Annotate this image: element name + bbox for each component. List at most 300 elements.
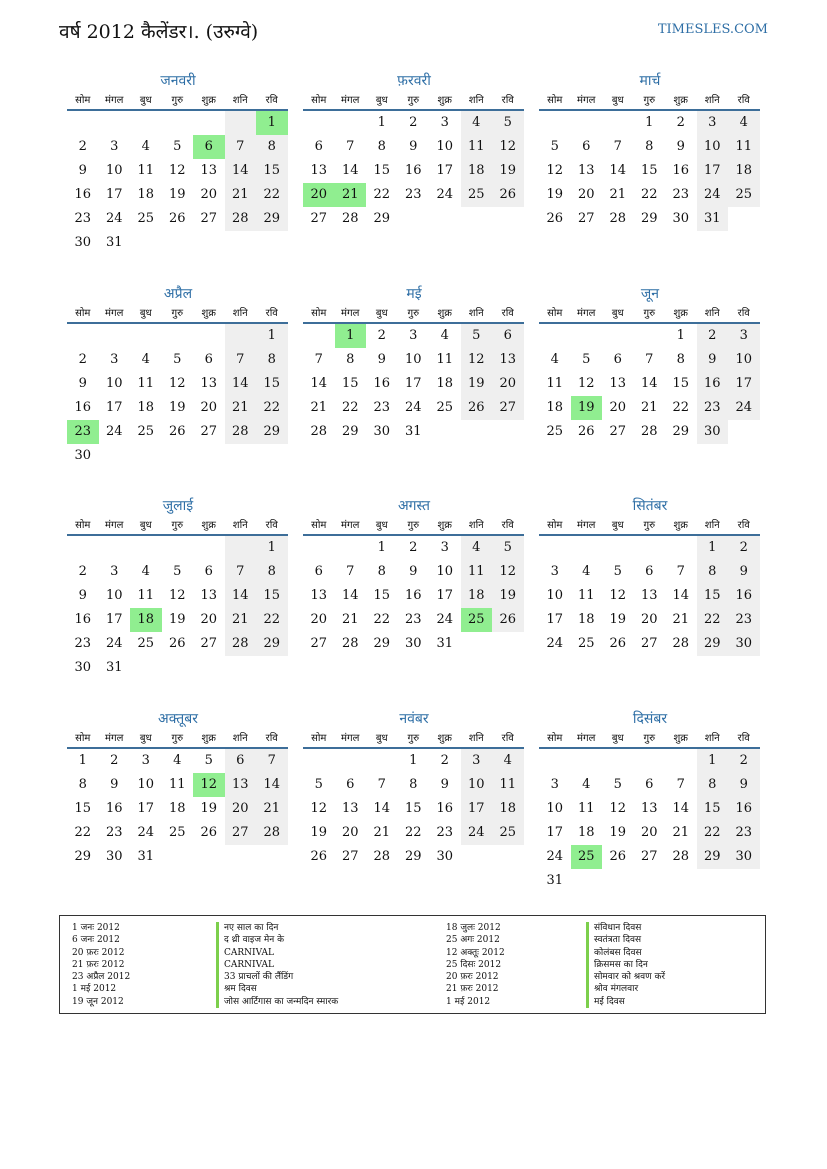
day-cell: 20 — [609, 400, 627, 415]
day-cell: 19 — [200, 801, 218, 816]
day-cell: 26 — [310, 849, 328, 864]
day-cell: 31 — [404, 424, 422, 439]
day-cell: 5 — [613, 777, 622, 792]
weekday-header: बुध — [366, 92, 398, 111]
day-cell: 25 — [577, 636, 595, 651]
weekday-header: शुक्र — [429, 92, 461, 111]
weekday-header: गुरु — [634, 730, 666, 749]
day-cell: 3 — [440, 115, 449, 130]
day-cell: 1 — [409, 753, 418, 768]
day-cell: 3 — [550, 564, 559, 579]
day-cell: 27 — [225, 821, 257, 845]
day-cell: 10 — [546, 801, 564, 816]
day-cell: 9 — [440, 777, 449, 792]
day-cell: 8 — [645, 139, 654, 154]
day-cell: 29 — [256, 632, 288, 656]
empty-cell — [571, 324, 603, 348]
weekday-header: सोम — [539, 517, 571, 536]
day-cell: 4 — [492, 749, 524, 773]
weekday-header: बुध — [366, 305, 398, 324]
day-cell: 5 — [582, 352, 591, 367]
day-cell: 2 — [409, 540, 418, 555]
weekday-header: रवि — [728, 517, 760, 536]
day-cell: 21 — [225, 183, 257, 207]
empty-cell — [256, 231, 288, 255]
day-cell: 13 — [492, 348, 524, 372]
day-cell: 10 — [105, 588, 123, 603]
day-cell: 14 — [225, 159, 257, 183]
day-cell: 20 — [310, 612, 328, 627]
day-cell: 10 — [436, 139, 454, 154]
empty-cell — [634, 749, 666, 773]
empty-cell — [602, 324, 634, 348]
day-cell: 13 — [310, 163, 328, 178]
day-cell: 25 — [137, 424, 155, 439]
day-cell: 8 — [256, 348, 288, 372]
day-cell: 17 — [137, 801, 155, 816]
day-cell: 31 — [697, 207, 729, 231]
day-cell: 2 — [78, 139, 87, 154]
holiday-date: 25 दिसः 2012 — [446, 959, 502, 970]
empty-cell — [162, 656, 194, 680]
month-name: अगस्त — [397, 498, 430, 514]
weekday-header: मंगल — [335, 517, 367, 536]
holiday-dates-left — [72, 922, 130, 1008]
day-cell: 25 — [546, 424, 564, 439]
empty-cell — [492, 207, 524, 231]
day-cell: 20 — [341, 825, 359, 840]
day-cell: 23 — [728, 821, 760, 845]
day-cell: 13 — [640, 588, 658, 603]
day-cell: 11 — [577, 588, 595, 603]
day-cell: 2 — [697, 324, 729, 348]
empty-cell — [461, 207, 493, 231]
day-cell: 26 — [577, 424, 595, 439]
month-calendar — [67, 495, 289, 680]
day-cell: 30 — [373, 424, 391, 439]
day-cell: 23 — [373, 400, 391, 415]
day-cell: 17 — [105, 612, 123, 627]
day-cell: 2 — [676, 115, 685, 130]
weekday-header: मंगल — [99, 92, 131, 111]
weekday-header: बुध — [366, 517, 398, 536]
month-grid — [67, 517, 289, 680]
day-cell: 30 — [74, 448, 92, 463]
day-cell: 27 — [310, 636, 328, 651]
day-cell: 11 — [461, 560, 493, 584]
empty-cell — [492, 845, 524, 869]
day-cell: 30 — [74, 660, 92, 675]
holiday-date: 21 फ़रः 2012 — [72, 959, 125, 970]
month-grid — [67, 305, 289, 468]
holiday-date: 6 जनः 2012 — [72, 935, 120, 946]
month-calendar — [303, 70, 525, 231]
holiday-date: 12 अक्तूः 2012 — [446, 947, 505, 958]
day-cell: 9 — [728, 560, 760, 584]
empty-cell — [130, 111, 162, 135]
holiday-name: नए साल का दिन — [224, 923, 279, 933]
empty-cell — [602, 869, 634, 893]
day-cell: 12 — [168, 588, 186, 603]
day-cell: 11 — [546, 376, 564, 391]
day-cell: 1 — [676, 328, 685, 343]
day-cell: 20 — [303, 183, 335, 207]
day-cell: 18 — [436, 376, 454, 391]
page-title: वर्ष 2012 कैलेंडर।. (उरुग्वे) — [59, 21, 259, 43]
day-cell: 26 — [168, 636, 186, 651]
holiday-name: क्रिसमस का दिन — [594, 959, 648, 970]
day-cell: 27 — [640, 636, 658, 651]
day-cell: 26 — [492, 183, 524, 207]
day-cell: 6 — [346, 777, 355, 792]
day-cell: 26 — [168, 211, 186, 226]
holiday-name: संविधान दिवस — [594, 923, 642, 933]
day-cell: 22 — [404, 825, 422, 840]
day-cell: 23 — [67, 420, 99, 444]
day-cell: 11 — [137, 588, 155, 603]
weekday-header: गुरु — [162, 517, 194, 536]
day-cell: 1 — [697, 749, 729, 773]
day-cell: 8 — [377, 139, 386, 154]
empty-cell — [130, 536, 162, 560]
day-cell: 8 — [256, 135, 288, 159]
day-cell: 3 — [141, 753, 150, 768]
month-calendar — [539, 283, 761, 444]
weekday-header: शुक्र — [193, 517, 225, 536]
weekday-header: मंगल — [571, 305, 603, 324]
day-cell: 11 — [137, 376, 155, 391]
month-grid — [303, 92, 525, 231]
day-cell: 11 — [137, 163, 155, 178]
day-cell: 5 — [173, 352, 182, 367]
day-cell: 31 — [546, 873, 564, 888]
empty-cell — [225, 324, 257, 348]
holiday-date: 25 अगः 2012 — [446, 935, 500, 946]
weekday-header: रवि — [256, 730, 288, 749]
weekday-header: बुध — [130, 92, 162, 111]
empty-cell — [99, 536, 131, 560]
day-cell: 17 — [728, 372, 760, 396]
holiday-date: 18 जुलः 2012 — [446, 923, 501, 933]
day-cell: 10 — [461, 773, 493, 797]
empty-cell — [461, 420, 493, 444]
day-cell: 23 — [672, 187, 690, 202]
weekday-header: शनि — [225, 730, 257, 749]
empty-cell — [634, 324, 666, 348]
day-cell: 14 — [640, 376, 658, 391]
weekday-header: बुध — [366, 730, 398, 749]
day-cell: 22 — [256, 396, 288, 420]
day-cell: 27 — [200, 211, 218, 226]
weekday-header: सोम — [67, 517, 99, 536]
holiday-date: 1 मई 2012 — [446, 996, 491, 1007]
holiday-list — [59, 915, 766, 1014]
holiday-name: मई दिवस — [594, 996, 625, 1007]
weekday-header: शुक्र — [665, 92, 697, 111]
day-cell: 6 — [645, 777, 654, 792]
day-cell: 30 — [672, 211, 690, 226]
day-cell: 10 — [436, 564, 454, 579]
day-cell: 18 — [137, 187, 155, 202]
empty-cell — [162, 444, 194, 468]
day-cell: 14 — [672, 801, 690, 816]
day-cell: 31 — [105, 660, 123, 675]
day-cell: 6 — [613, 352, 622, 367]
day-cell: 29 — [74, 849, 92, 864]
weekday-header: शुक्र — [193, 305, 225, 324]
holiday-name: जोस आर्टिगास का जन्मदिन स्मारक — [224, 996, 339, 1007]
day-cell: 18 — [461, 584, 493, 608]
weekday-header: मंगल — [335, 305, 367, 324]
day-cell: 7 — [377, 777, 386, 792]
day-cell: 5 — [492, 536, 524, 560]
holiday-name: स्वतंत्रता दिवस — [594, 935, 642, 946]
day-cell: 26 — [546, 211, 564, 226]
day-cell: 2 — [377, 328, 386, 343]
day-cell: 15 — [373, 163, 391, 178]
day-cell: 12 — [492, 135, 524, 159]
empty-cell — [728, 869, 760, 893]
day-cell: 15 — [256, 372, 288, 396]
day-cell: 8 — [409, 777, 418, 792]
day-cell: 8 — [697, 560, 729, 584]
weekday-header: शुक्र — [665, 517, 697, 536]
weekday-header: सोम — [303, 730, 335, 749]
day-cell: 16 — [105, 801, 123, 816]
empty-cell — [728, 420, 760, 444]
day-cell: 20 — [200, 187, 218, 202]
empty-cell — [571, 536, 603, 560]
empty-cell — [634, 869, 666, 893]
empty-cell — [193, 444, 225, 468]
day-cell: 15 — [697, 797, 729, 821]
day-cell: 21 — [672, 825, 690, 840]
weekday-header: शनि — [225, 305, 257, 324]
weekday-header: गुरु — [398, 730, 430, 749]
empty-cell — [602, 536, 634, 560]
day-cell: 29 — [404, 849, 422, 864]
day-cell: 28 — [225, 632, 257, 656]
day-cell: 15 — [404, 801, 422, 816]
weekday-header: रवि — [492, 305, 524, 324]
day-cell: 8 — [377, 564, 386, 579]
day-cell: 13 — [310, 588, 328, 603]
day-cell: 15 — [341, 376, 359, 391]
empty-cell — [539, 111, 571, 135]
day-cell: 14 — [609, 163, 627, 178]
day-cell: 18 — [577, 825, 595, 840]
day-cell: 24 — [436, 612, 454, 627]
month-grid — [303, 730, 525, 869]
empty-cell — [225, 845, 257, 869]
day-cell: 8 — [676, 352, 685, 367]
empty-cell — [67, 324, 99, 348]
weekday-header: रवि — [728, 305, 760, 324]
day-cell: 6 — [582, 139, 591, 154]
weekday-header: शनि — [697, 92, 729, 111]
weekday-header: रवि — [256, 92, 288, 111]
day-cell: 2 — [78, 564, 87, 579]
weekday-header: सोम — [303, 517, 335, 536]
month-grid — [67, 92, 289, 255]
day-cell: 11 — [461, 135, 493, 159]
day-cell: 2 — [78, 352, 87, 367]
day-cell: 9 — [78, 376, 87, 391]
day-cell: 22 — [373, 187, 391, 202]
day-cell: 31 — [105, 235, 123, 250]
weekday-header: बुध — [602, 730, 634, 749]
site-link[interactable]: TIMESLES.COM — [657, 22, 768, 37]
day-cell: 17 — [461, 797, 493, 821]
day-cell: 19 — [546, 187, 564, 202]
day-cell: 13 — [341, 801, 359, 816]
empty-cell — [99, 324, 131, 348]
day-cell: 4 — [582, 564, 591, 579]
weekday-header: सोम — [303, 92, 335, 111]
holiday-names-left — [216, 922, 338, 1008]
empty-cell — [461, 845, 493, 869]
holiday-date: 20 फ़रः 2012 — [72, 947, 125, 958]
day-cell: 20 — [640, 825, 658, 840]
day-cell: 9 — [110, 777, 119, 792]
day-cell: 26 — [200, 825, 218, 840]
day-cell: 16 — [728, 584, 760, 608]
day-cell: 16 — [697, 372, 729, 396]
day-cell: 10 — [105, 163, 123, 178]
day-cell: 7 — [613, 139, 622, 154]
day-cell: 4 — [461, 536, 493, 560]
day-cell: 12 — [461, 348, 493, 372]
empty-cell — [256, 656, 288, 680]
empty-cell — [162, 231, 194, 255]
day-cell: 21 — [373, 825, 391, 840]
empty-cell — [728, 207, 760, 231]
day-cell: 24 — [105, 636, 123, 651]
day-cell: 26 — [609, 849, 627, 864]
day-cell: 8 — [697, 773, 729, 797]
day-cell: 4 — [582, 777, 591, 792]
weekday-header: मंगल — [571, 730, 603, 749]
day-cell: 13 — [200, 376, 218, 391]
holiday-name: 33 प्राचलों की लैंडिंग — [224, 972, 294, 983]
day-cell: 4 — [440, 328, 449, 343]
day-cell: 24 — [546, 849, 564, 864]
empty-cell — [335, 536, 367, 560]
day-cell: 10 — [546, 588, 564, 603]
empty-cell — [697, 869, 729, 893]
day-cell: 18 — [546, 400, 564, 415]
day-cell: 14 — [225, 372, 257, 396]
holiday-date: 23 अप्रैल 2012 — [72, 972, 131, 983]
month-calendar — [539, 70, 761, 231]
weekday-header: सोम — [539, 305, 571, 324]
holiday-date: 21 फ़रः 2012 — [446, 984, 499, 995]
empty-cell — [67, 111, 99, 135]
day-cell: 22 — [640, 187, 658, 202]
day-cell: 1 — [256, 324, 288, 348]
day-cell: 5 — [613, 564, 622, 579]
day-cell: 23 — [105, 825, 123, 840]
weekday-header: शनि — [461, 305, 493, 324]
month-calendar — [303, 495, 525, 656]
weekday-header: गुरु — [634, 305, 666, 324]
day-cell: 1 — [335, 324, 367, 348]
weekday-header: सोम — [67, 730, 99, 749]
day-cell: 13 — [200, 163, 218, 178]
day-cell: 5 — [173, 564, 182, 579]
month-grid — [539, 517, 761, 656]
weekday-header: शुक्र — [193, 92, 225, 111]
day-cell: 11 — [577, 801, 595, 816]
day-cell: 29 — [373, 636, 391, 651]
day-cell: 30 — [105, 849, 123, 864]
empty-cell — [193, 656, 225, 680]
day-cell: 16 — [728, 797, 760, 821]
day-cell: 21 — [335, 183, 367, 207]
month-grid — [303, 517, 525, 656]
weekday-header: सोम — [303, 305, 335, 324]
day-cell: 3 — [110, 352, 119, 367]
day-cell: 14 — [256, 773, 288, 797]
day-cell: 5 — [173, 139, 182, 154]
day-cell: 7 — [346, 564, 355, 579]
day-cell: 12 — [310, 801, 328, 816]
day-cell: 20 — [225, 797, 257, 821]
holiday-names-right — [586, 922, 665, 1008]
empty-cell — [366, 749, 398, 773]
day-cell: 6 — [492, 324, 524, 348]
day-cell: 15 — [256, 159, 288, 183]
day-cell: 21 — [225, 396, 257, 420]
weekday-header: शुक्र — [665, 305, 697, 324]
day-cell: 17 — [546, 825, 564, 840]
day-cell: 30 — [728, 845, 760, 869]
month-grid — [67, 730, 289, 869]
weekday-header: बुध — [602, 305, 634, 324]
day-cell: 29 — [697, 632, 729, 656]
day-cell: 6 — [204, 564, 213, 579]
holiday-date: 1 मई 2012 — [72, 984, 117, 995]
day-cell: 28 — [341, 211, 359, 226]
day-cell: 24 — [546, 636, 564, 651]
day-cell: 20 — [492, 372, 524, 396]
day-cell: 12 — [609, 588, 627, 603]
day-cell: 19 — [168, 187, 186, 202]
day-cell: 27 — [341, 849, 359, 864]
weekday-header: गुरु — [398, 517, 430, 536]
month-calendar — [539, 708, 761, 893]
day-cell: 7 — [314, 352, 323, 367]
day-cell: 12 — [546, 163, 564, 178]
day-cell: 3 — [461, 749, 493, 773]
weekday-header: रवि — [728, 92, 760, 111]
day-cell: 25 — [571, 845, 603, 869]
day-cell: 31 — [137, 849, 155, 864]
day-cell: 28 — [640, 424, 658, 439]
day-cell: 24 — [728, 396, 760, 420]
weekday-header: शुक्र — [193, 730, 225, 749]
day-cell: 25 — [461, 183, 493, 207]
weekday-header: शनि — [225, 517, 257, 536]
day-cell: 6 — [204, 352, 213, 367]
month-name: जून — [640, 286, 660, 302]
day-cell: 7 — [645, 352, 654, 367]
empty-cell — [130, 231, 162, 255]
day-cell: 16 — [404, 163, 422, 178]
weekday-header: सोम — [539, 92, 571, 111]
month-grid — [539, 305, 761, 444]
day-cell: 19 — [168, 612, 186, 627]
